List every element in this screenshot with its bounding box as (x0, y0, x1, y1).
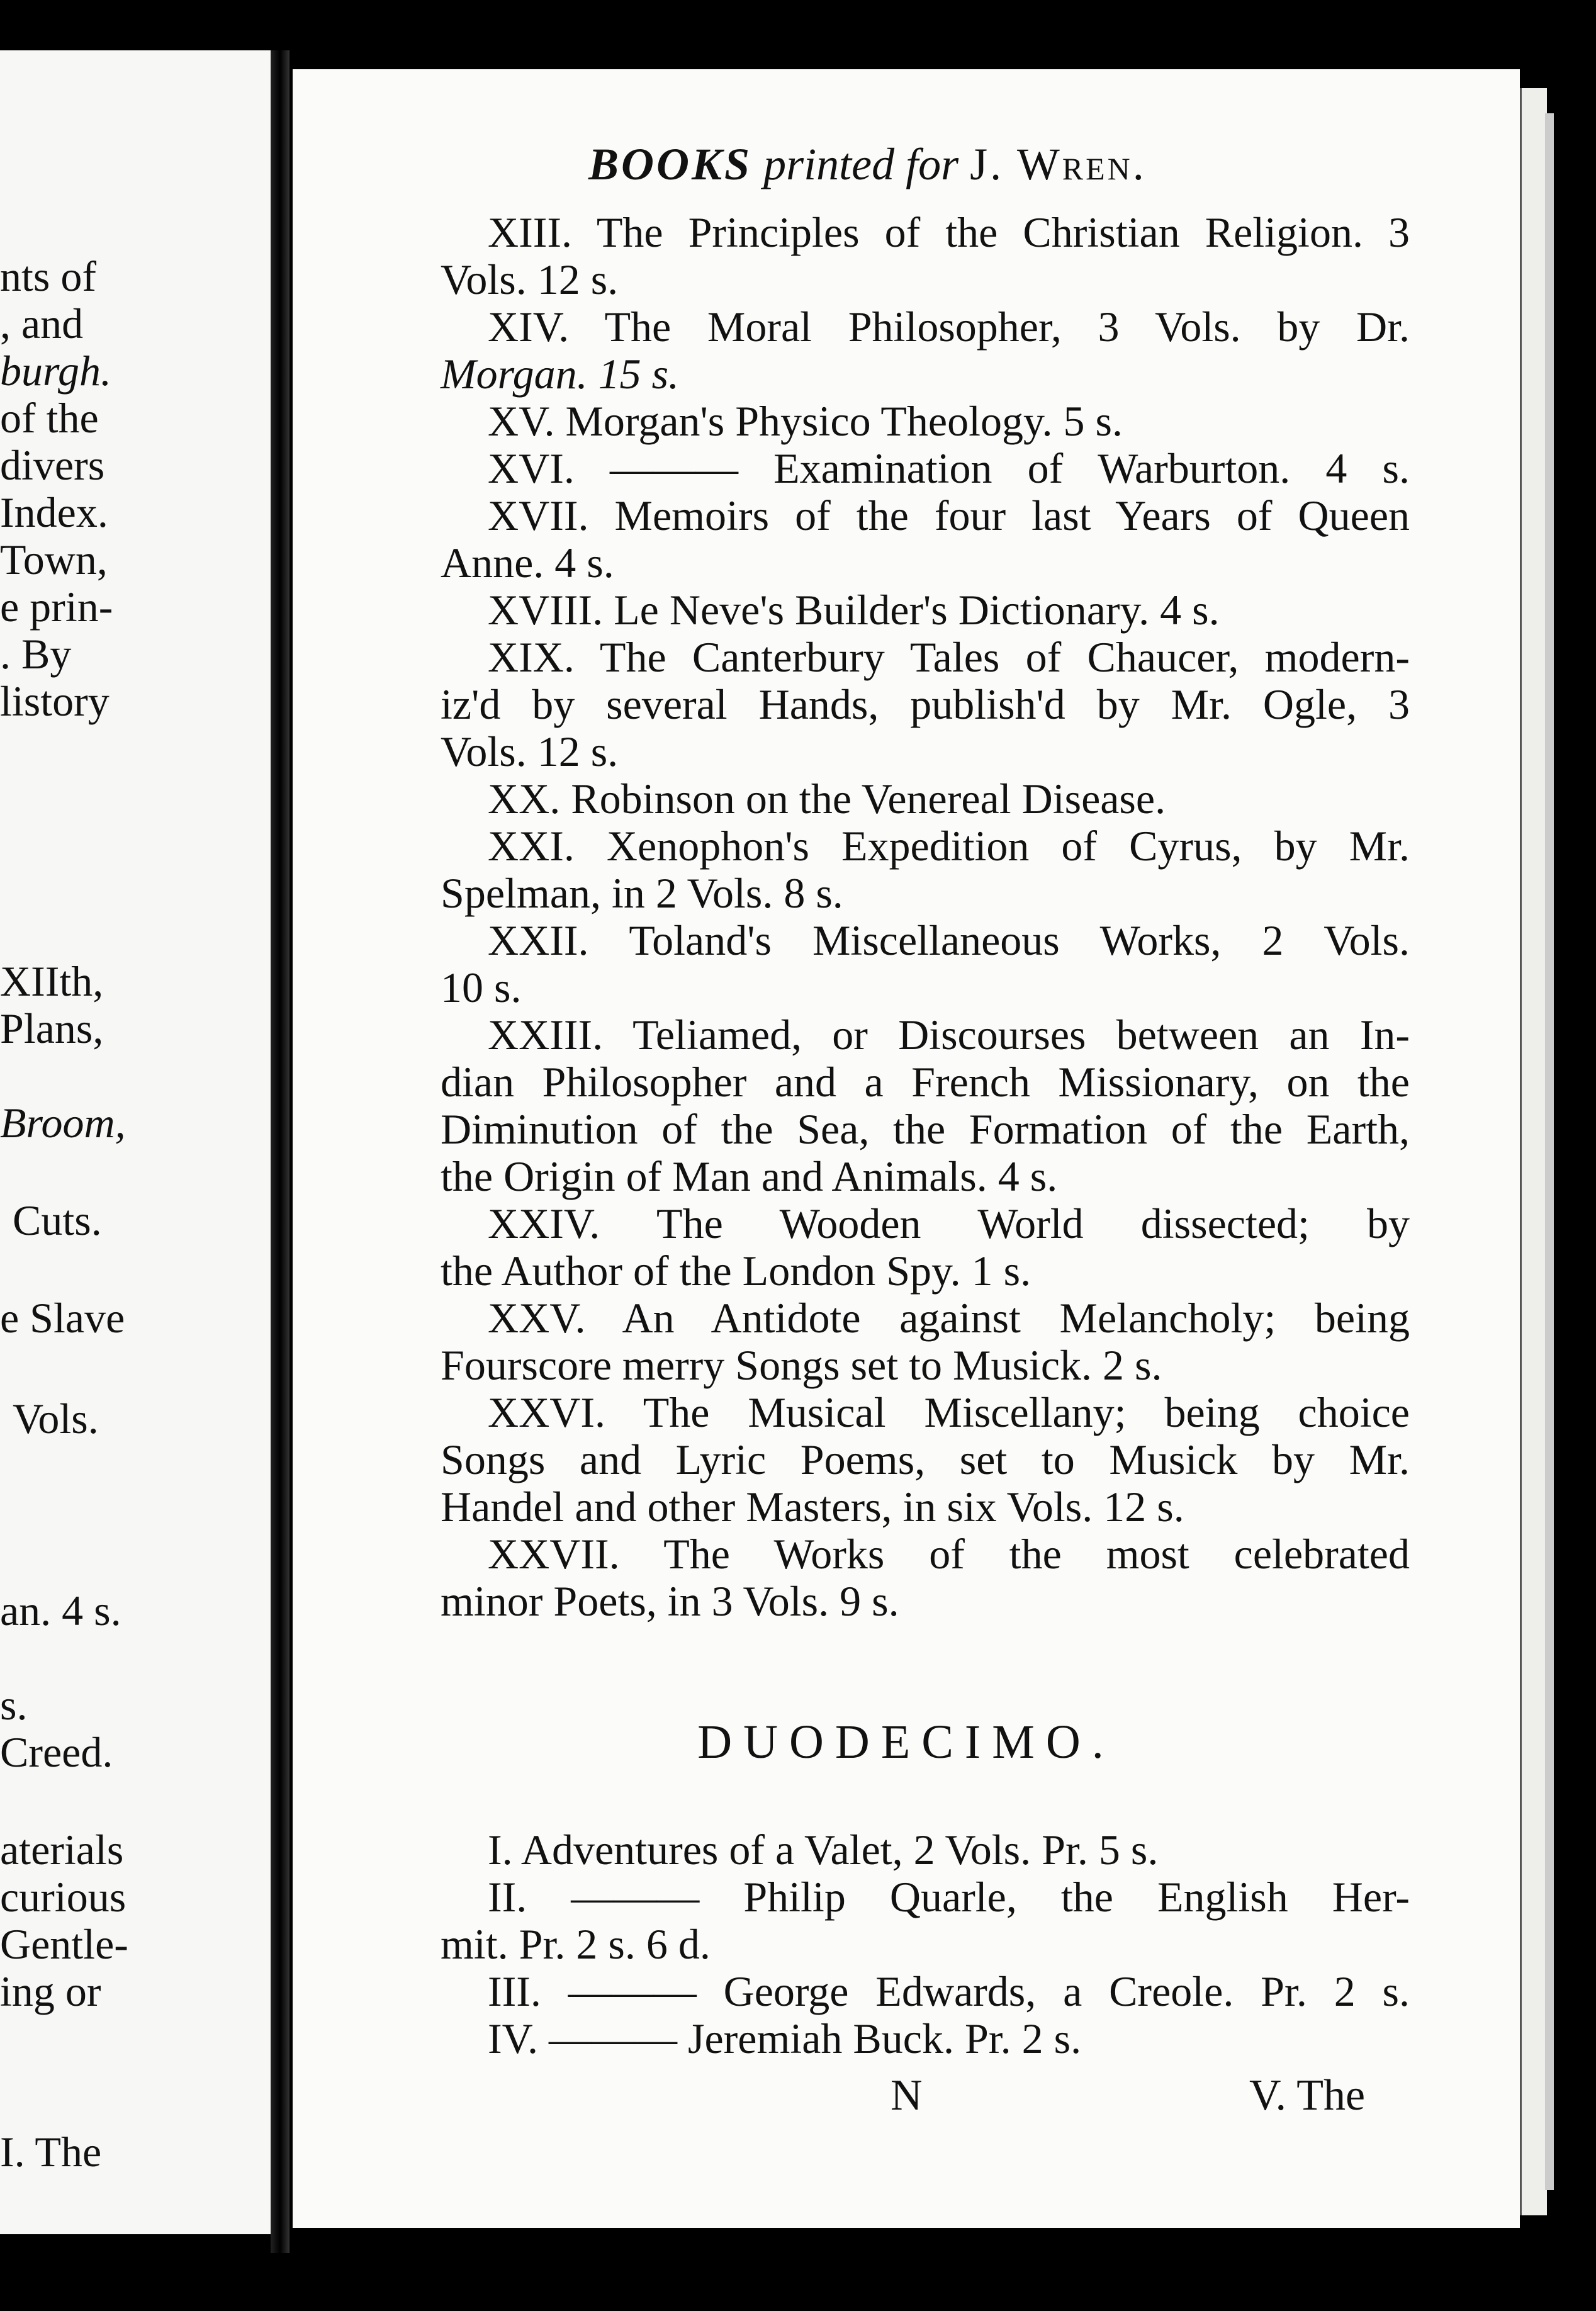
left-page-line: Vols. (13, 1395, 99, 1442)
section-heading: DUODECIMO. (697, 1716, 1115, 1768)
text-line: XX. Robinson on the Venereal Disease. (488, 775, 1166, 823)
text-line: Vols. 12 s. (441, 728, 619, 775)
text-line: Songs and Lyric Poems, set to Musick by Mr. (441, 1436, 1410, 1483)
left-page-line: divers (0, 441, 105, 489)
left-page-line: Town, (0, 536, 108, 583)
book-gutter (271, 50, 289, 2253)
text-line: Fourscore merry Songs set to Musick. 2 s. (441, 1341, 1162, 1389)
left-facing-page (0, 50, 283, 2234)
text-line: XVIII. Le Neve's Builder's Dictionary. 4 s. (488, 586, 1220, 634)
left-page-line: burgh. (0, 347, 111, 395)
text-line: XVI. ——— Examination of Warburton. 4 s. (488, 444, 1410, 492)
page-edge (1520, 88, 1547, 2215)
running-header (588, 139, 1147, 189)
left-page-line: , and (0, 300, 84, 347)
signature-mark: N (891, 2071, 923, 2120)
text-line: XXIII. Teliamed, or Discourses between an In- (488, 1011, 1410, 1059)
left-page-line: s. (0, 1681, 28, 1729)
text-line: XXVI. The Musical Miscellany; being choice (488, 1388, 1410, 1436)
header-printed-for: printed for (763, 139, 959, 189)
text-line: Spelman, in 2 Vols. 8 s. (441, 869, 843, 917)
left-page-line: Index. (0, 488, 108, 536)
left-page-line: an. 4 s. (0, 1587, 121, 1634)
text-line: the Author of the London Spy. 1 s. (441, 1247, 1031, 1295)
text-line: Vols. 12 s. (441, 256, 619, 303)
text-line: Anne. 4 s. (441, 539, 614, 587)
text-line: XV. Morgan's Physico Theology. 5 s. (488, 397, 1123, 445)
left-page-line: . By (0, 630, 72, 678)
left-page-line: aterials (0, 1826, 124, 1874)
page-edge (1545, 113, 1554, 2190)
left-page-line: listory (0, 677, 110, 725)
left-page-line: curious (0, 1873, 126, 1921)
left-page-line: of the (0, 394, 99, 442)
header-publisher: J. Wren. (970, 139, 1147, 189)
text-line: XXIV. The Wooden World dissected; by (488, 1200, 1410, 1247)
text-line: Diminution of the Sea, the Formation of the Earth, (441, 1105, 1410, 1153)
text-line: IV. ——— Jeremiah Buck. Pr. 2 s. (488, 2015, 1082, 2062)
text-line: dian Philosopher and a French Missionary, on the (441, 1058, 1410, 1106)
text-line: III. ——— George Edwards, a Creole. Pr. 2 s. (488, 1967, 1410, 2015)
text-line: XIV. The Moral Philosopher, 3 Vols. by Dr. (488, 303, 1410, 351)
text-line: 10 s. (441, 964, 522, 1011)
text-line: XXVII. The Works of the most celebrated (488, 1530, 1410, 1578)
left-page-line: I. The (0, 2128, 102, 2176)
left-page-line: Plans, (0, 1004, 104, 1052)
left-page-line: Gentle- (0, 1920, 128, 1968)
text-line: mit. Pr. 2 s. 6 d. (441, 1920, 711, 1968)
catchword: V. The (1249, 2071, 1366, 2120)
left-page-line: Cuts. (13, 1196, 102, 1244)
left-page-line: XIIth, (0, 957, 104, 1005)
left-page-line: e prin- (0, 583, 113, 631)
left-page-line: nts of (0, 252, 96, 300)
right-page (293, 69, 1520, 2228)
text-line: Handel and other Masters, in six Vols. 12 s. (441, 1483, 1184, 1531)
left-page-line: ing or (0, 1967, 101, 2015)
text-line: XVII. Memoirs of the four last Years of Queen (488, 492, 1410, 539)
text-line: II. ——— Philip Quarle, the English Her- (488, 1873, 1410, 1921)
left-page-line: Creed. (0, 1728, 113, 1776)
text-line: iz'd by several Hands, publish'd by Mr. Ogle, 3 (441, 680, 1410, 728)
text-line: minor Poets, in 3 Vols. 9 s. (441, 1577, 899, 1625)
text-line: XXII. Toland's Miscellaneous Works, 2 Vols. (488, 916, 1410, 964)
text-line: XXV. An Antidote against Melancholy; being (488, 1294, 1410, 1342)
left-page-line: e Slave (0, 1294, 125, 1342)
text-line: the Origin of Man and Animals. 4 s. (441, 1152, 1058, 1200)
text-line: XIX. The Canterbury Tales of Chaucer, modern- (488, 633, 1410, 681)
left-page-line: Broom, (0, 1099, 126, 1147)
text-line: XIII. The Principles of the Christian Religion. 3 (488, 208, 1410, 256)
text-line: I. Adventures of a Valet, 2 Vols. Pr. 5 s. (488, 1826, 1159, 1874)
header-books: BOOKS (588, 139, 753, 189)
text-line: Morgan. 15 s. (441, 350, 680, 398)
text-line: XXI. Xenophon's Expedition of Cyrus, by Mr. (488, 822, 1410, 870)
